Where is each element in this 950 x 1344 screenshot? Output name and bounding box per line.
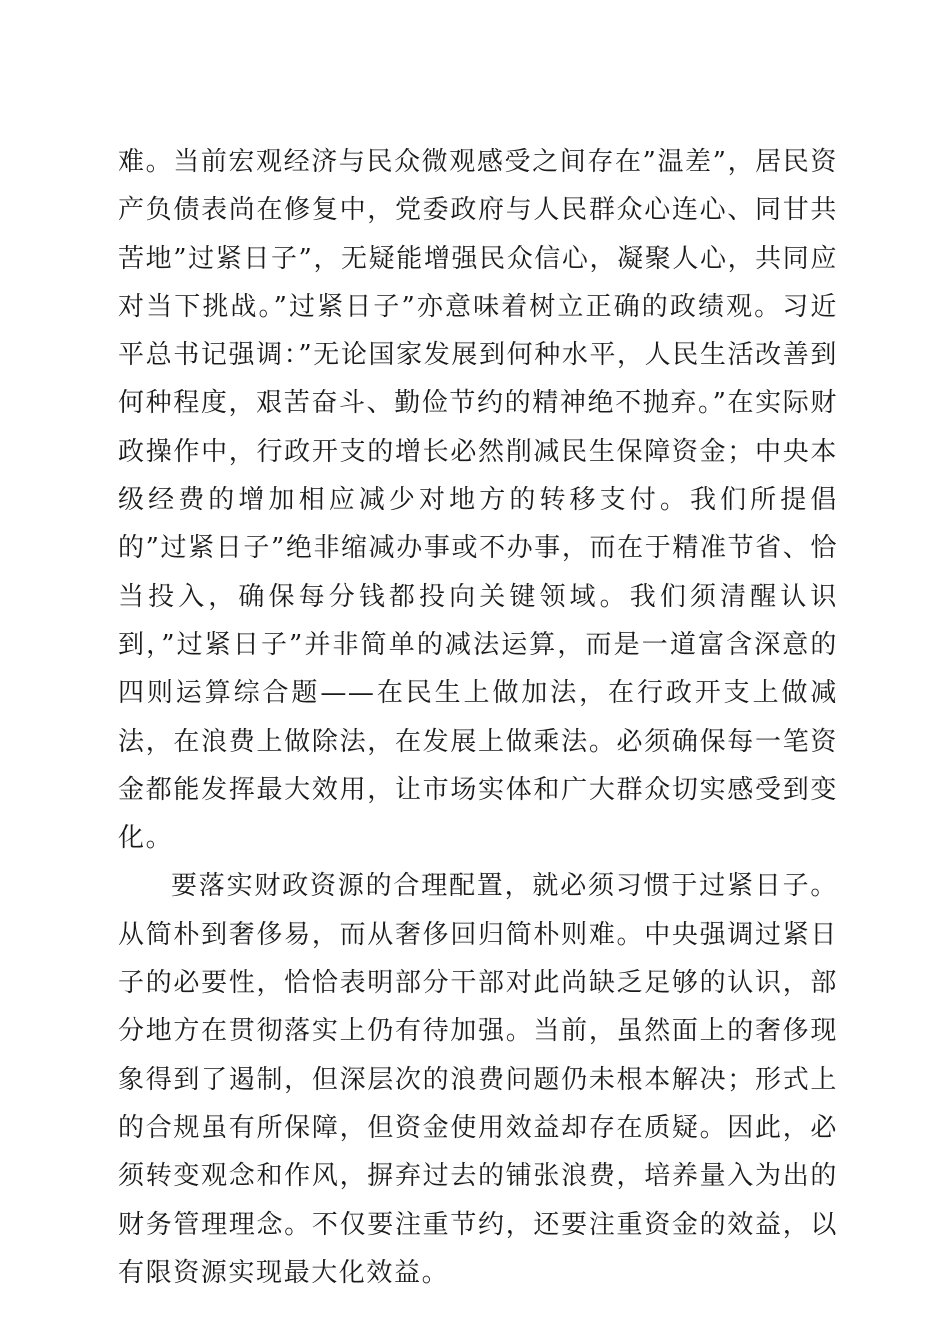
paragraph-continuation: 难。当前宏观经济与民众微观感受之间存在”温差”，居民资产负债表尚在修复中，党委政府与人民群众心连心、同甘共苦地”过紧日子”，无疑能增强民众信心，凝聚人心，共同应对当下挑战。”过紧日子”亦意味着树立正确的政绩观。习近平总书记强调：”无论国家发展到何种水平，人民生活改善到何种程度，艰苦奋斗、勤俭节约的精神绝不抛弃。”在实际财政操作中，行政开支的增长必然削减民生保障资金；中央本级经费的增加相应减少对地方的转移支付。我们所提倡的”过紧日子”绝非缩减办事或不办事，而在于精准节省、恰当投入，确保每分钱都投向关键领域。我们须清醒认识到，”过紧日子”并非简单的减法运算，而是一道富含深意的四则运算综合题——在民生上做加法，在行政开支上做减法，在浪费上做除法，在发展上做乘法。必须确保每一笔资金都能发挥最大效用，让市场实体和广大群众切实感受到变化。 xyxy=(118,147,838,854)
paragraph-fiscal-allocation: 要落实财政资源的合理配置，就必须习惯于过紧日子。从简朴到奢侈易，而从奢侈回归简朴则难。中央强调过紧日子的必要性，恰恰表明部分干部对此尚缺乏足够的认识，部分地方在贯彻落实上仍有待加强。当前，虽然面上的奢侈现象得到了遏制，但深层次的浪费问题仍未根本解决；形式上的合规虽有所保障，但资金使用效益却存在质疑。因此，必须转变观念和作风，摒弃过去的铺张浪费，培养量入为出的财务管理理念。不仅要注重节约，还要注重资金的效益，以有限资源实现最大化效益。 xyxy=(118,871,838,1288)
document-body xyxy=(118,138,838,1297)
